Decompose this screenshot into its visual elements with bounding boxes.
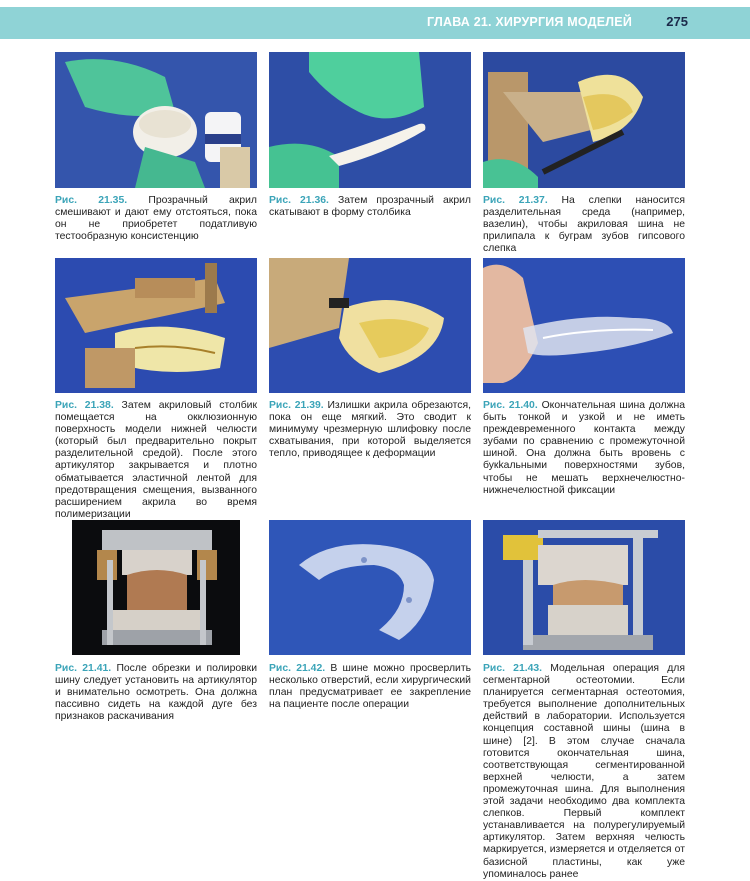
page-number: 275 [666,14,688,29]
photo-fig-21-41 [72,520,240,655]
caption-fig-21-38 [55,400,257,521]
figure-label: Рис. 21.40. [483,400,538,411]
figure-text: Излишки акрила обрезаются, пока он еще мягкий. Это сводит к минимуму чрезмерную шлифовку после схватывания, при которой выделяется тепло, приводящее к деформации [269,400,471,460]
figure-label: Рис. 21.38. [55,400,114,411]
caption-fig-21-37 [483,195,685,255]
figure-text: Модельная операция для сегментарной остеотомии. Если планируется сегментарная остеотомия, требуется выполнение дополнительных действий в лаборатории. Используется концепция составной шины (шина в шине) [2]. В этом случае сначала готовится окончательная шина, соответствующая сегментированной верхней челюсти, а затем промежуточная шина. Для выполнения этой задачи необходимо два комплекта слепков. Первый комплект устанавливается на полурегулируемый артикулятор. Затем верхняя челюсть маркируется, измеряется и отделяется от базисной пластины, как уже упоминалось ранее [483,663,685,880]
photo-fig-21-42 [269,520,471,655]
caption-fig-21-42 [269,663,471,711]
photo-fig-21-38 [55,258,257,393]
figure-text: Окончательная шина должна быть тонкой и узкой и не иметь преждевременного контакта между зубами по сравнению с промежуточной шиной. Она должна быть вровень с букkальными поверхностями зубов, чтобы не мешать верхнечелюстно-нижнечелюстной фиксации [483,400,686,496]
caption-fig-21-43 [483,663,685,881]
photo-fig-21-37 [483,52,685,188]
figure-label: Рис. 21.43. [483,663,543,674]
figure-label: Рис. 21.42. [269,663,326,674]
figure-label: Рис. 21.35. [55,195,128,206]
figure-text: Прозрачный акрил смешивают и дают ему отстояться, пока он не приобретет податливую тестообразную консистенцию [55,195,257,243]
figure-text: На слепки наносится разделительная среда (например, вазелин), чтобы акриловая шина не прилипала к буграм зубов гипсового слепка [483,195,685,255]
figure-label: Рис. 21.39. [269,400,324,411]
page-header [0,7,750,39]
caption-fig-21-40 [483,400,685,497]
figure-text: В шине можно просверлить несколько отверстий, если хирургический план предусматривает ее закрепление на пациенте после операции [269,663,471,711]
figure-label: Рис. 21.37. [483,195,548,206]
figure-text: После обрезки и полировки шину следует установить на артикулятор и внимательно осмотреть. Она должна пассивно сидеть на каждой дуге без признаков раскачивания [55,663,257,723]
photo-fig-21-35 [55,52,257,188]
caption-fig-21-35 [55,195,257,243]
figure-text: Затем прозрачный акрил скатывают в форму столбика [269,195,471,219]
caption-fig-21-39 [269,400,471,460]
caption-fig-21-41 [55,663,257,723]
figure-label: Рис. 21.41. [55,663,112,674]
caption-fig-21-36 [269,195,471,219]
photo-fig-21-43 [483,520,685,655]
figure-label: Рис. 21.36. [269,195,329,206]
chapter-title: ГЛАВА 21. ХИРУРГИЯ МОДЕЛЕЙ [427,15,632,29]
photo-fig-21-36 [269,52,471,188]
photo-fig-21-40 [483,258,685,393]
figure-text: Затем акриловый столбик помещается на окклюзионную поверхность модели нижней челюсти (который был предварительно покрыт разделительной средой). После этого артикулятор закрывается и плотно обматывается эластичной лентой для предотвращения смещения, вызванного расширением акрила во время полимеризации [55,400,258,520]
photo-fig-21-39 [269,258,471,393]
